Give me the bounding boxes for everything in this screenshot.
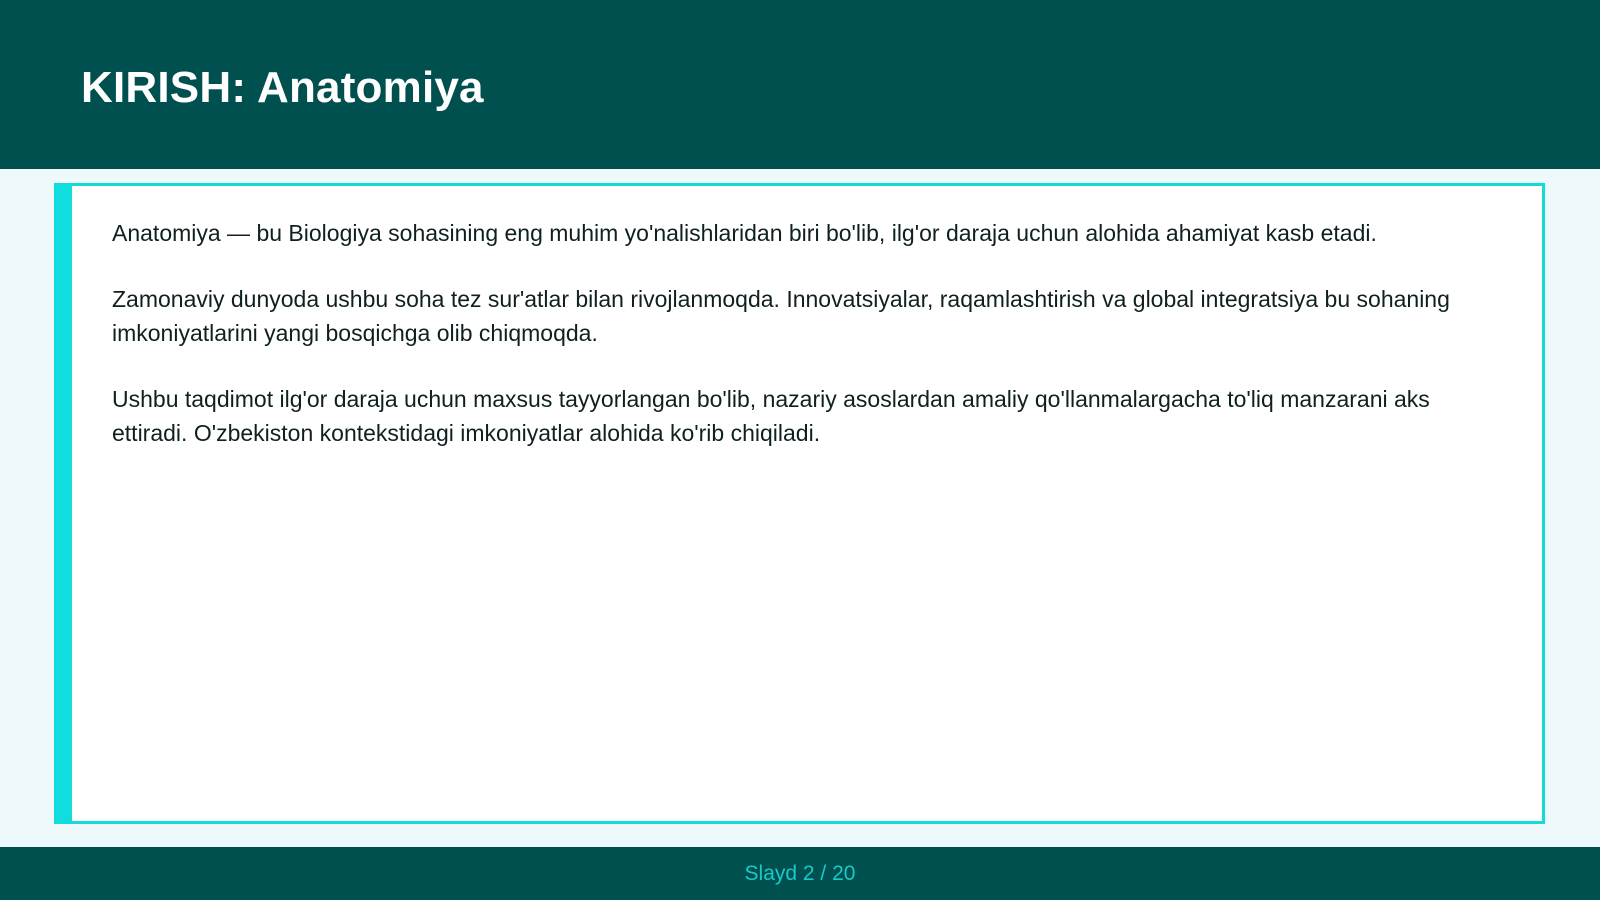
slide-header xyxy=(0,0,1600,169)
slide-title: KIRISH: Anatomiya xyxy=(81,63,484,112)
presentation-scope-paragraph: Ushbu taqdimot ilg'or daraja uchun maxsus tayyorlangan bo'lib, nazariy asoslardan amaliy qo'llanmalargacha to'liq manzarani aks ettiradi. O'zbekiston kontekstidagi imkoniyatlar alohida ko'rib chiqiladi. xyxy=(112,386,1430,446)
slide-body-text xyxy=(112,216,1502,482)
slide-content-card xyxy=(54,183,1545,824)
slide-footer xyxy=(0,847,1600,900)
intro-paragraph: Anatomiya — bu Biologiya sohasining eng muhim yo'nalishlaridan biri bo'lib, ilg'or daraja uchun alohida ahamiyat kasb etadi. xyxy=(112,220,1377,246)
slide-number: Slayd 2 / 20 xyxy=(744,861,856,885)
modern-development-paragraph: Zamonaviy dunyoda ushbu soha tez sur'atlar bilan rivojlanmoqda. Innovatsiyalar, raqamlashtirish va global integratsiya bu sohaning imkoniyatlarini yangi bosqichga olib chiqmoqda. xyxy=(112,286,1450,346)
